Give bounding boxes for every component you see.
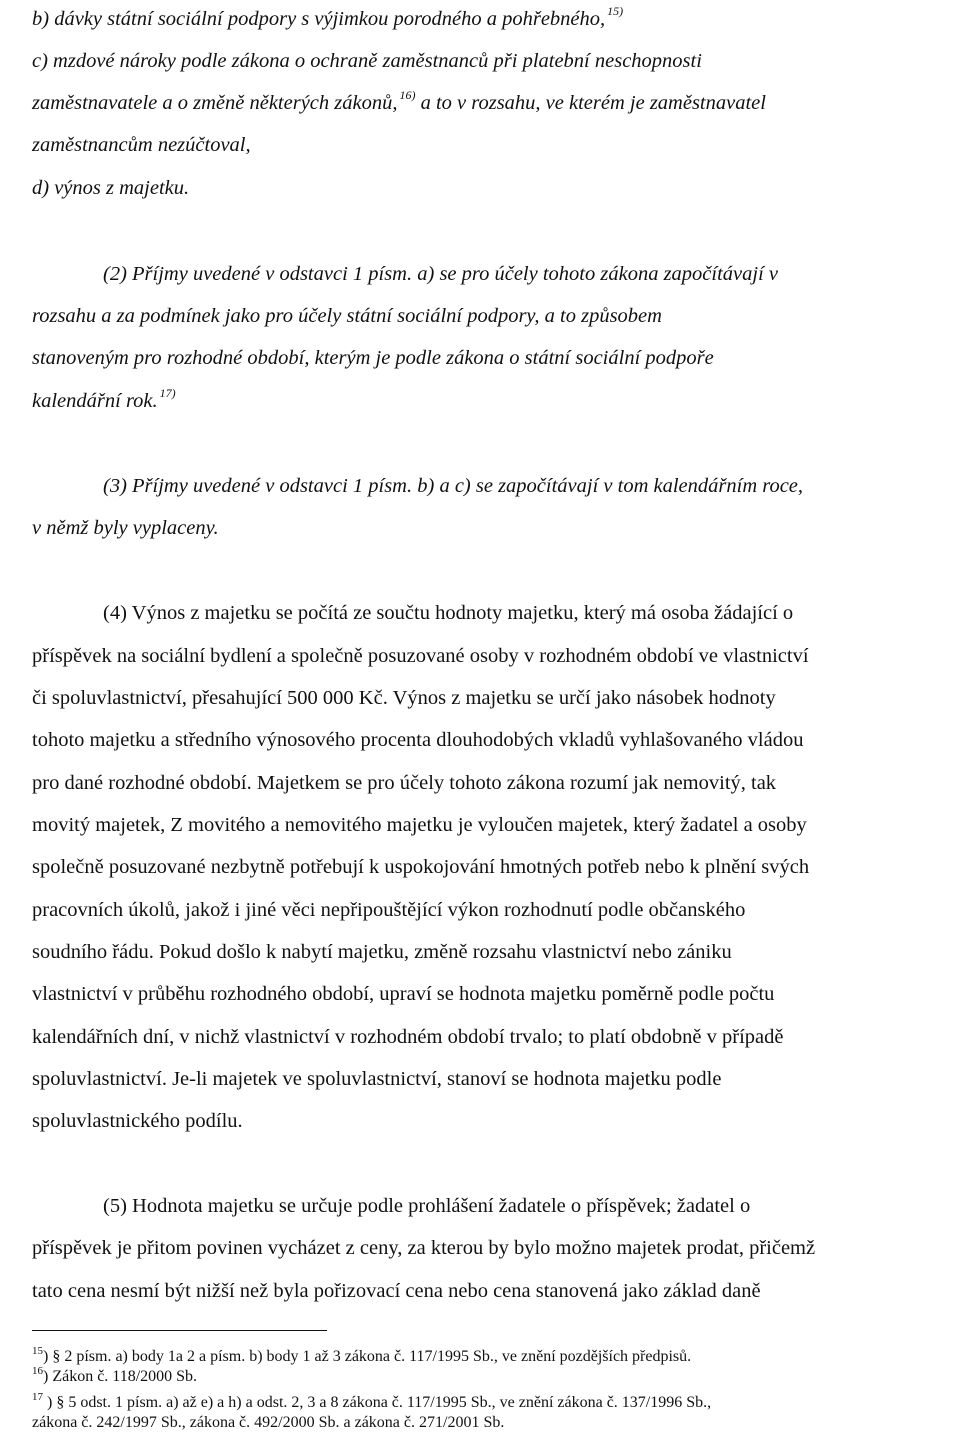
footnote-17-number: 17 bbox=[32, 1391, 43, 1403]
para-4-line-9: soudního řádu. Pokud došlo k nabytí majetku, změně rozsahu vlastnictví nebo zániku bbox=[32, 941, 732, 963]
para-2-line-4 bbox=[32, 388, 176, 414]
footnote-16 bbox=[32, 1365, 198, 1386]
footnote-17-text: ) § 5 odst. 1 písm. a) až e) a h) a odst. 2, 3 a 8 zákona č. 117/1995 Sb., ve znění zákona č. 137/1996 Sb., bbox=[43, 1394, 712, 1411]
footnote-divider bbox=[32, 1330, 327, 1331]
footnote-16-number: 16 bbox=[32, 1365, 43, 1377]
item-c-line-1: c) mzdové nároky podle zákona o ochraně zaměstnanců při platební neschopnosti bbox=[32, 50, 702, 72]
para-5-line-1: (5) Hodnota majetku se určuje podle prohlášení žadatele o příspěvek; žadatel o bbox=[103, 1195, 751, 1217]
item-b-text: b) dávky státní sociální podpory s výjimkou porodného a pohřebného, bbox=[32, 8, 606, 30]
item-d-line: d) výnos z majetku. bbox=[32, 177, 190, 199]
para-4-line-5: pro dané rozhodné období. Majetkem se pro účely tohoto zákona rozumí jak nemovitý, tak bbox=[32, 772, 777, 794]
para-4-line-13: spoluvlastnického podílu. bbox=[32, 1110, 243, 1132]
para-2-text-end: kalendářní rok. bbox=[32, 390, 158, 412]
footnote-16-text: ) Zákon č. 118/2000 Sb. bbox=[43, 1368, 198, 1385]
item-c-text-a: zaměstnavatele a o změně některých zákonů, bbox=[32, 92, 398, 114]
para-5-line-3: tato cena nesmí být nižší než byla pořizovací cena nebo cena stanovená jako základ daně bbox=[32, 1280, 761, 1302]
para-4-line-6: movitý majetek, Z movitého a nemovitého majetku je vyloučen majetek, který žadatel a osoby bbox=[32, 814, 807, 836]
para-4-line-12: spoluvlastnictví. Je-li majetek ve spoluvlastnictví, stanoví se hodnota majetku podle bbox=[32, 1068, 722, 1090]
para-3-line-2: v němž byly vyplaceny. bbox=[32, 517, 219, 539]
para-2-line-2: rozsahu a za podmínek jako pro účely státní sociální podpory, a to způsobem bbox=[32, 305, 662, 327]
footnote-15-text: ) § 2 písm. a) body 1a 2 a písm. b) body 1 až 3 zákona č. 117/1995 Sb., ve znění pozdějších předpisů. bbox=[43, 1348, 692, 1365]
item-b-line bbox=[32, 6, 623, 32]
footnote-17 bbox=[32, 1391, 712, 1412]
footnote-15-number: 15 bbox=[32, 1345, 43, 1357]
para-2-line-3: stanoveným pro rozhodné období, kterým je podle zákona o státní sociální podpoře bbox=[32, 347, 714, 369]
footnote-17-continued bbox=[32, 1414, 504, 1432]
item-c-text-b: a to v rozsahu, ve kterém je zaměstnavatel bbox=[415, 92, 766, 114]
para-4-line-8: pracovních úkolů, jakož i jiné věci nepřipouštějící výkon rozhodnutí podle občanského bbox=[32, 899, 746, 921]
para-5-line-2: příspěvek je přitom povinen vycházet z ceny, za kterou by bylo možno majetek prodat, přičemž bbox=[32, 1237, 816, 1259]
footnote-ref-15[interactable]: 15) bbox=[607, 4, 624, 18]
para-4-line-10: vlastnictví v průběhu rozhodného období, upraví se hodnota majetku poměrně podle počtu bbox=[32, 983, 775, 1005]
footnote-17-text-continued: zákona č. 242/1997 Sb., zákona č. 492/2000 Sb. a zákona č. 271/2001 Sb. bbox=[32, 1414, 505, 1431]
para-4-line-11: kalendářních dní, v nichž vlastnictví v rozhodném období trvalo; to platí obdobně v případě bbox=[32, 1026, 784, 1048]
para-2-line-1: (2) Příjmy uvedené v odstavci 1 písm. a) se pro účely tohoto zákona započítávají v bbox=[103, 263, 778, 285]
para-3-line-1: (3) Příjmy uvedené v odstavci 1 písm. b) a c) se započítávají v tom kalendářním roce, bbox=[103, 475, 804, 497]
footnote-ref-17[interactable]: 17) bbox=[159, 386, 176, 400]
footnote-15 bbox=[32, 1345, 692, 1366]
footnote-ref-16[interactable]: 16) bbox=[399, 88, 416, 102]
item-c-line-2 bbox=[32, 90, 766, 116]
para-4-line-3: či spoluvlastnictví, přesahující 500 000 Kč. Výnos z majetku se určí jako násobek hodnoty bbox=[32, 687, 776, 709]
item-c-line-3: zaměstnancům nezúčtoval, bbox=[32, 134, 251, 156]
para-4-line-4: tohoto majetku a středního výnosového procenta dlouhodobých vkladů vyhlašovaného vládou bbox=[32, 729, 804, 751]
para-4-line-7: společně posuzované nezbytně potřebují k uspokojování hmotných potřeb nebo k plnění svých bbox=[32, 856, 810, 878]
para-4-line-2: příspěvek na sociální bydlení a společně posuzované osoby v rozhodném období ve vlastnictví bbox=[32, 645, 809, 667]
para-4-line-1: (4) Výnos z majetku se počítá ze součtu hodnoty majetku, který má osoba žádající o bbox=[103, 602, 794, 624]
